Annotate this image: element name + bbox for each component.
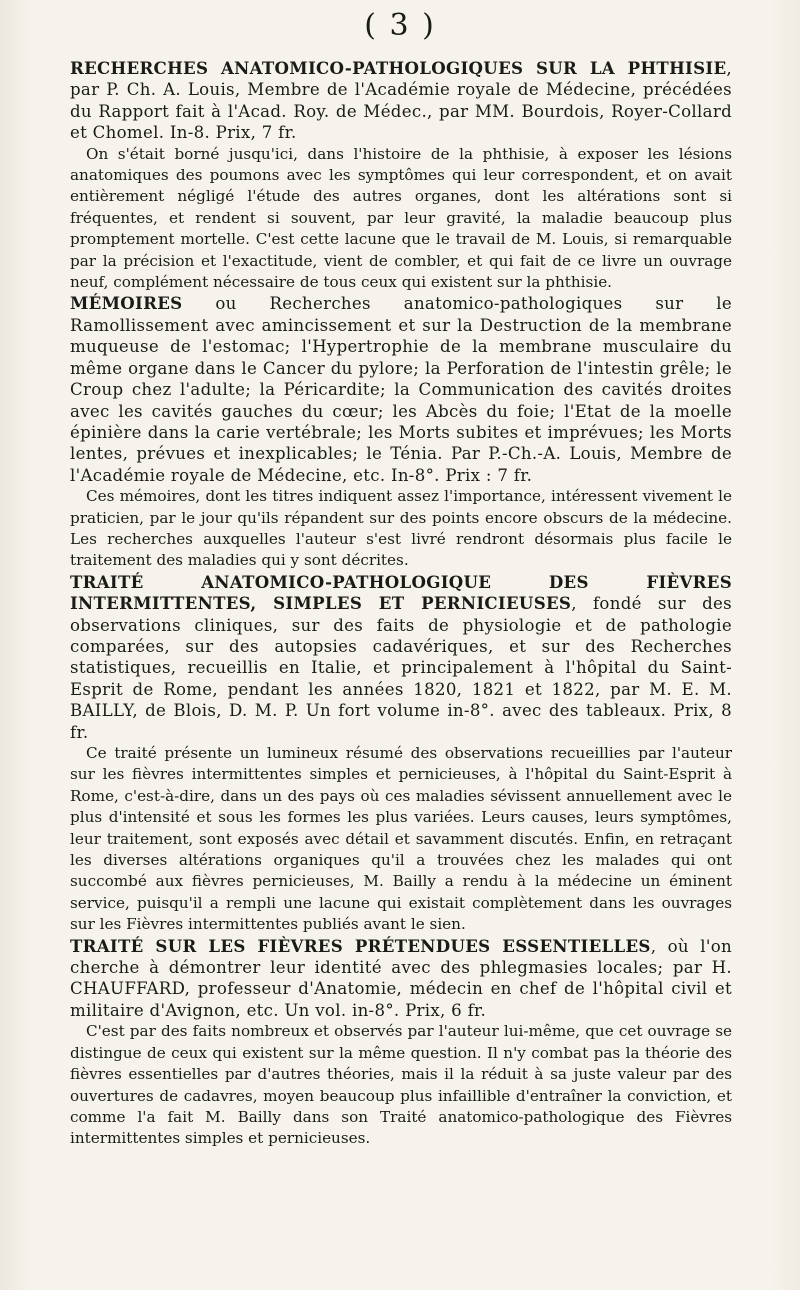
entry-description: Ces mémoires, dont les titres indiquent assez l'importance, intéressent vivement le praticien, par le jour qu'ils répandent sur des points encore obscurs de la médecine. Les recherches auxquelles l'auteur s'est livré rendront désormais plus facile le traitement des maladies qui y sont décrites. [70,487,732,570]
page-number: ( 3 ) [364,8,436,43]
entry-description: C'est par des faits nombreux et observés par l'auteur lui-même, que cet ouvrage se distingue de ceux qui existent sur la même question. Il n'y combat pas la théorie des fièvres essentielles par d'autres théories, mais il la réduit à sa juste valeur par des ouvertures de cadavres, moyen beaucoup plus infaillible d'entraîner la conviction, et comme l'a fait M. Bailly dans son Traité anatomico-pathologique des Fièvres intermittentes simples et pernicieuses. [70,1022,732,1148]
entry-title-caps: RECHERCHES ANATOMICO-PATHOLOGIQUES SUR LA PHTHISIE [70,58,727,78]
catalogue-text [70,58,732,1150]
entry-title-caps: MÉMOIRES [70,293,183,314]
entry-title-rest: , par P. Ch. A. Louis, Membre de l'Académie royale de Médecine, précédées du Rapport fait à l'Acad. Roy. de Médec., par MM. Bourdois, Royer-Collard et Chomel. In-8. Prix, 7 fr. [70,59,732,143]
entry-fievres-intermittentes [70,572,732,936]
entry-phthisie [70,58,732,293]
entry-title-rest: ou Recherches anatomico-pathologiques sur le Ramollissement avec amincissement et sur la Destruction de la membrane muqueuse de l'estomac; l'Hypertrophie de la membrane musculaire du même organe dans le Cancer du pylore; la Perforation de l'intestin grêle; le Croup chez l'adulte; la Péricardite; la Communication des cavités droites avec les cavités gauches du cœur; les Abcès du foie; l'Etat de la moelle épinière dans la carie vertébrale; les Morts subites et imprévues; les Morts lentes, prévues et inexplicables; le Ténia. Par P.-Ch.-A. Louis, Membre de l'Académie royale de Médecine, etc. In-8°. Prix : 7 fr. [70,294,732,485]
entry-title [70,293,732,486]
entry-memoires [70,293,732,571]
entry-description: Ce traité présente un lumineux résumé des observations recueillies par l'auteur sur les fièvres intermittentes simples et pernicieuses, à l'hôpital du Saint-Esprit à Rome, c'est-à-dire, dans un des pays où ces maladies sévissent annuellement avec le plus d'intensité et sous les formes les plus variées. Leurs causes, leurs symptômes, leur traitement, sont exposés avec détail et savamment discutés. Enfin, en retraçant les diverses altérations organiques qu'il a trouvées chez les malades qui ont succombé aux fièvres pernicieuses, M. Bailly a rendu à la médecine un éminent service, puisqu'il a rempli une lacune qui existait complètement dans les ouvrages sur les Fièvres intermittentes publiés avant le sien. [70,744,732,934]
entry-title [70,572,732,743]
entry-description: On s'était borné jusqu'ici, dans l'histoire de la phthisie, à exposer les lésions anatomiques des poumons avec les symptômes qui leur correspondent, et on avait entièrement négligé l'étude des autres organes, dont les altérations sont si fréquentes, et rendent si souvent, par leur gravité, la maladie beaucoup plus promptement mortelle. C'est cette lacune que le travail de M. Louis, si remarquable par la précision et l'exactitude, vient de combler, et qui fait de ce livre un ouvrage neuf, complément nécessaire de tous ceux qui existent sur la phthisie. [70,144,732,292]
entry-title [70,58,732,144]
entry-title-rest: , où l'on cherche à démontrer leur identité avec des phlegmasies locales; par H. CHAUFFARD, professeur d'Anatomie, médecin en chef de l'hôpital civil et militaire d'Avignon, etc. Un vol. in-8°. Prix, 6 fr. [70,936,732,1020]
entry-title-caps: TRAITÉ ANATOMICO-PATHOLOGIQUE DES FIÈVRES INTERMITTENTES, SIMPLES ET PERNICIEUSES [70,571,732,614]
entry-title [70,936,732,1022]
entry-title-rest: , fondé sur des observations cliniques, sur des faits de physiologie et de pathologie comparées, sur des autopsies cadavériques, et sur des Recherches statistiques, recueillis en Italie, et principalement à l'hôpital du Saint-Esprit de Rome, pendant les années 1820, 1821 et 1822, par M. E. M. BAILLY, de Blois, D. M. P. Un fort volume in-8°. avec des tableaux. Prix, 8 fr. [70,594,732,742]
entry-fievres-essentielles [70,936,732,1150]
entry-title-caps: TRAITÉ SUR LES FIÈVRES PRÉTENDUES ESSENTIELLES [70,935,651,956]
